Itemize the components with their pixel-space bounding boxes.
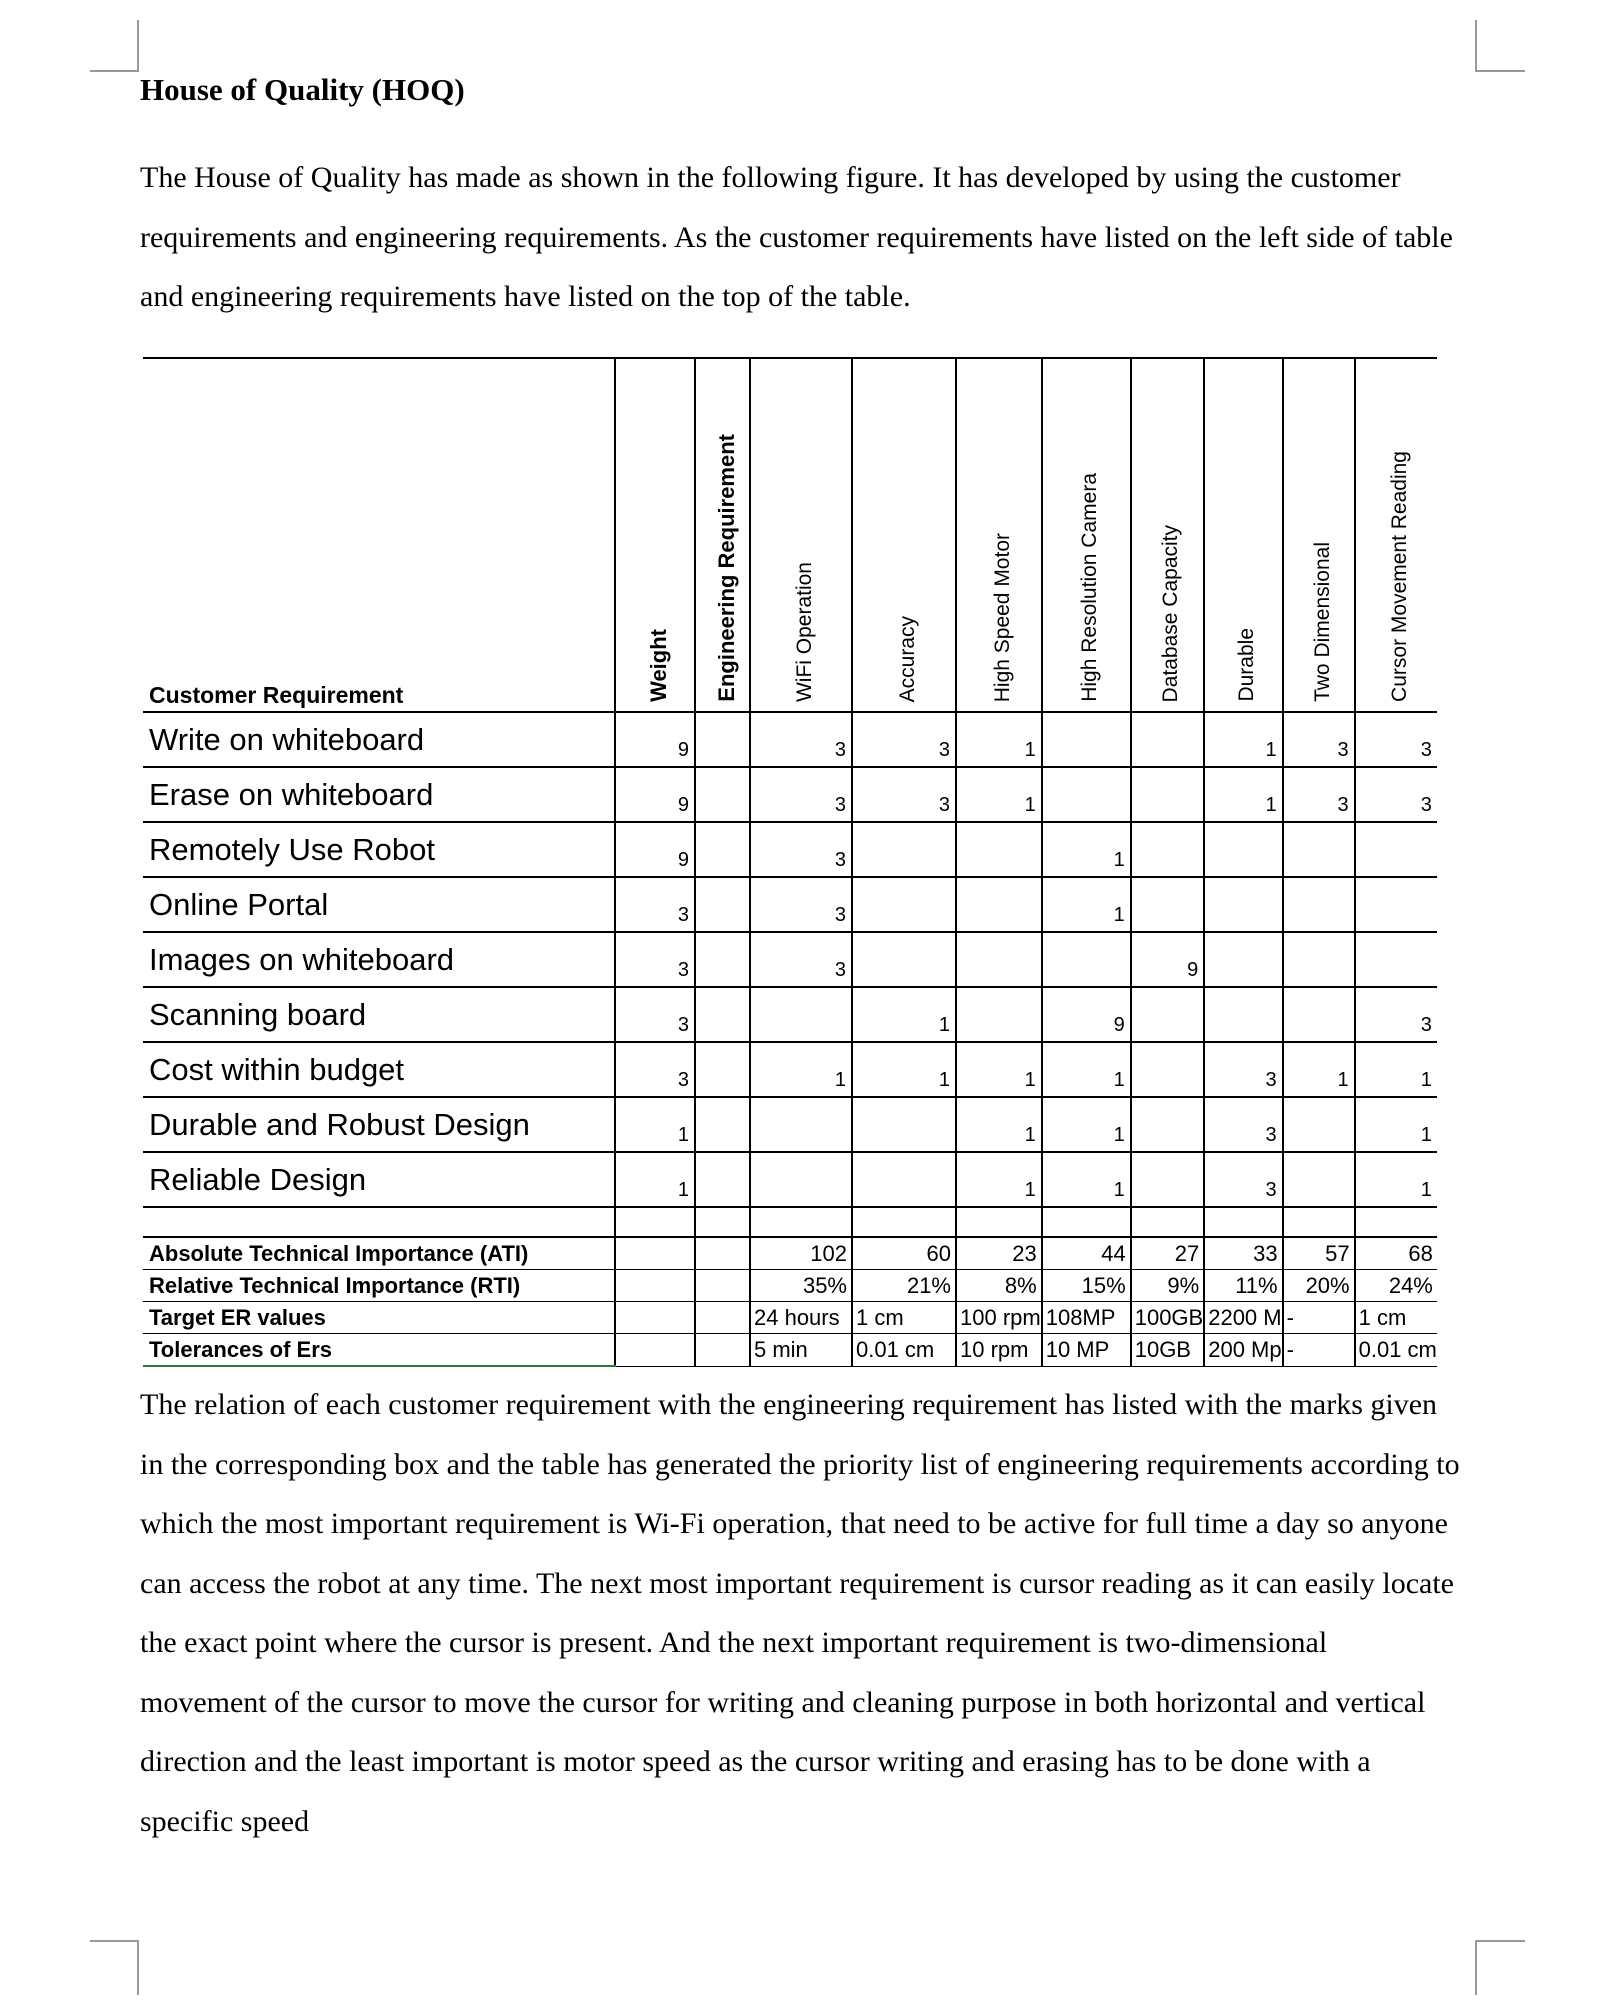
relation-cell: [1042, 712, 1131, 767]
summary-value-cell: 68: [1355, 1237, 1437, 1270]
relation-cell: 3: [1283, 767, 1355, 822]
table-row: [143, 1042, 1437, 1097]
summary-value-cell: 21%: [852, 1270, 956, 1302]
summary-value-cell: 2200 M: [1204, 1302, 1282, 1334]
relation-cell: 3: [852, 767, 956, 822]
relation-cell: 1: [852, 1042, 956, 1097]
customer-requirement-cell: Erase on whiteboard: [143, 767, 615, 822]
weight-cell: 9: [615, 712, 695, 767]
weight-cell: 9: [615, 767, 695, 822]
relation-cell: 3: [1204, 1152, 1282, 1207]
er-column-header: [750, 358, 852, 712]
relation-cell: [1131, 767, 1205, 822]
crop-mark-top-right: [1475, 20, 1477, 70]
engineering-requirement-cell: [695, 932, 750, 987]
summary-value-cell: 44: [1042, 1237, 1131, 1270]
summary-value-cell: 8%: [956, 1270, 1042, 1302]
relation-cell: 1: [1355, 1042, 1437, 1097]
page-heading: House of Quality (HOQ): [140, 72, 465, 107]
summary-value-cell: 24 hours: [750, 1302, 852, 1334]
relation-cell: 1: [956, 767, 1042, 822]
table-row: [143, 822, 1437, 877]
table-row: [143, 767, 1437, 822]
customer-requirement-cell: Reliable Design: [143, 1152, 615, 1207]
engineering-requirement-cell: [695, 1097, 750, 1152]
relation-cell: 3: [1355, 712, 1437, 767]
summary-label: Target ER values: [143, 1302, 615, 1334]
er-column-header: [1131, 358, 1205, 712]
weight-cell: 9: [615, 822, 695, 877]
engineering-requirement-cell: [695, 767, 750, 822]
relation-cell: [1283, 932, 1355, 987]
summary-er-cell: [695, 1334, 750, 1367]
er-column-header: [1204, 358, 1282, 712]
summary-er-cell: [695, 1237, 750, 1270]
summary-value-cell: 10 MP: [1042, 1334, 1131, 1367]
relation-cell: 1: [1355, 1097, 1437, 1152]
relation-cell: [1131, 822, 1205, 877]
summary-value-cell: 0.01 cm: [852, 1334, 956, 1367]
relation-cell: 1: [1283, 1042, 1355, 1097]
house-of-quality-table: [143, 357, 1437, 1367]
spacer-cell: [956, 1207, 1042, 1237]
crop-mark-bottom-right: [1475, 1940, 1477, 1995]
summary-label: Absolute Technical Importance (ATI): [143, 1237, 615, 1270]
relation-cell: 3: [1204, 1042, 1282, 1097]
relation-cell: [852, 822, 956, 877]
relation-cell: 1: [1204, 767, 1282, 822]
weight-cell: 3: [615, 987, 695, 1042]
relation-cell: [852, 877, 956, 932]
summary-weight-cell: [615, 1270, 695, 1302]
summary-value-cell: 10 rpm: [956, 1334, 1042, 1367]
summary-value-cell: 200 Mp: [1204, 1334, 1282, 1367]
table-row: [143, 877, 1437, 932]
engineering-requirement-cell: [695, 822, 750, 877]
relation-cell: [1355, 822, 1437, 877]
summary-row: [143, 1237, 1437, 1270]
customer-requirement-cell: Write on whiteboard: [143, 712, 615, 767]
spacer-cell: [852, 1207, 956, 1237]
analysis-paragraph: The relation of each customer requirement with the engineering requirement has listed with the marks given in the corresponding box and the table has generated the priority list of engineering requirements according to which the most important requirement is Wi-Fi operation, that need to be active for full time a day so anyone can access the robot at any time. The next most important requirement is cursor reading as it can easily locate the exact point where the cursor is present. And the next important requirement is two-dimensional movement of the cursor to move the cursor for writing and cleaning purpose in both horizontal and vertical direction and the least important is motor speed as the cursor writing and erasing has to be done with a specific speed: [140, 1388, 1460, 1838]
relation-cell: [1283, 1152, 1355, 1207]
table-row: [143, 1097, 1437, 1152]
relation-cell: 3: [1204, 1097, 1282, 1152]
weight-cell: 3: [615, 932, 695, 987]
er-column-header: [1042, 358, 1131, 712]
relation-cell: 1: [1042, 1152, 1131, 1207]
relation-cell: [1283, 1097, 1355, 1152]
relation-cell: [1131, 1152, 1205, 1207]
relation-cell: 3: [1355, 767, 1437, 822]
crop-mark-top-right: [1475, 70, 1525, 72]
table-spacer-row: [143, 1207, 1437, 1237]
summary-label: Tolerances of Ers: [143, 1334, 615, 1367]
weight-cell: 1: [615, 1152, 695, 1207]
summary-value-cell: 5 min: [750, 1334, 852, 1367]
summary-value-cell: 35%: [750, 1270, 852, 1302]
crop-mark-bottom-left: [90, 1940, 139, 1942]
summary-value-cell: -: [1283, 1334, 1355, 1367]
engineering-requirement-cell: [695, 877, 750, 932]
spacer-cell: [695, 1207, 750, 1237]
relation-cell: 1: [1042, 877, 1131, 932]
relation-cell: 1: [956, 1042, 1042, 1097]
relation-cell: [1283, 987, 1355, 1042]
er-column-label: High Speed Motor: [990, 532, 1014, 702]
customer-requirement-cell: Online Portal: [143, 877, 615, 932]
summary-row: [143, 1334, 1437, 1367]
engineering-requirement-cell: [695, 1152, 750, 1207]
summary-value-cell: 0.01 cm: [1355, 1334, 1437, 1367]
er-column-label: Two Dimensional: [1310, 542, 1334, 702]
summary-value-cell: 27: [1131, 1237, 1205, 1270]
summary-value-cell: 1 cm: [852, 1302, 956, 1334]
er-column-header: [956, 358, 1042, 712]
spacer-cell: [1283, 1207, 1355, 1237]
relation-cell: [1131, 712, 1205, 767]
summary-er-cell: [695, 1302, 750, 1334]
relation-cell: [1131, 1042, 1205, 1097]
summary-row: [143, 1302, 1437, 1334]
weight-header-label: Weight: [646, 629, 671, 702]
summary-value-cell: 11%: [1204, 1270, 1282, 1302]
relation-cell: [852, 1097, 956, 1152]
relation-cell: [750, 1152, 852, 1207]
summary-value-cell: 23: [956, 1237, 1042, 1270]
er-column-label: Cursor Movement Reading: [1388, 451, 1412, 702]
relation-cell: [1131, 987, 1205, 1042]
relation-cell: 3: [1355, 987, 1437, 1042]
summary-label: Relative Technical Importance (RTI): [143, 1270, 615, 1302]
er-column-header: [852, 358, 956, 712]
customer-requirement-cell: Remotely Use Robot: [143, 822, 615, 877]
relation-cell: 3: [750, 822, 852, 877]
relation-cell: 1: [750, 1042, 852, 1097]
spacer-cell: [615, 1207, 695, 1237]
relation-cell: [1355, 932, 1437, 987]
relation-cell: [1131, 1097, 1205, 1152]
customer-requirement-cell: Durable and Robust Design: [143, 1097, 615, 1152]
relation-cell: 3: [750, 932, 852, 987]
weight-cell: 3: [615, 877, 695, 932]
relation-cell: 3: [750, 767, 852, 822]
relation-cell: [1204, 822, 1282, 877]
summary-value-cell: 57: [1283, 1237, 1355, 1270]
spacer-cell: [1042, 1207, 1131, 1237]
relation-cell: [1204, 932, 1282, 987]
relation-cell: 3: [750, 712, 852, 767]
customer-requirement-cell: Cost within budget: [143, 1042, 615, 1097]
relation-cell: [852, 1152, 956, 1207]
summary-value-cell: 60: [852, 1237, 956, 1270]
relation-cell: 1: [1355, 1152, 1437, 1207]
summary-value-cell: 1 cm: [1355, 1302, 1437, 1334]
crop-mark-top-left: [90, 70, 139, 72]
relation-cell: 3: [1283, 712, 1355, 767]
table-row: [143, 1152, 1437, 1207]
summary-value-cell: 100 rpm: [956, 1302, 1042, 1334]
summary-er-cell: [695, 1270, 750, 1302]
summary-value-cell: 100GB: [1131, 1302, 1205, 1334]
relation-cell: 3: [750, 877, 852, 932]
customer-requirement-cell: Images on whiteboard: [143, 932, 615, 987]
er-column-header: [1283, 358, 1355, 712]
summary-value-cell: 15%: [1042, 1270, 1131, 1302]
relation-cell: [956, 987, 1042, 1042]
crop-mark-top-left: [137, 20, 139, 70]
relation-cell: [956, 932, 1042, 987]
crop-mark-bottom-right: [1475, 1940, 1525, 1942]
summary-value-cell: 102: [750, 1237, 852, 1270]
relation-cell: [1042, 932, 1131, 987]
weight-cell: 3: [615, 1042, 695, 1097]
relation-cell: [956, 822, 1042, 877]
table-header-row: [143, 358, 1437, 712]
spacer-cell: [1204, 1207, 1282, 1237]
relation-cell: [1355, 877, 1437, 932]
relation-cell: [750, 1097, 852, 1152]
relation-cell: 1: [956, 712, 1042, 767]
spacer-cell: [1355, 1207, 1437, 1237]
relation-cell: [1204, 877, 1282, 932]
relation-cell: 9: [1042, 987, 1131, 1042]
relation-cell: 1: [852, 987, 956, 1042]
summary-value-cell: 108MP: [1042, 1302, 1131, 1334]
relation-cell: 1: [1042, 1042, 1131, 1097]
customer-requirement-header: Customer Requirement: [143, 358, 615, 712]
relation-cell: [1204, 987, 1282, 1042]
engineering-requirement-label: Engineering Requirement: [713, 434, 739, 702]
weight-cell: 1: [615, 1097, 695, 1152]
summary-weight-cell: [615, 1302, 695, 1334]
customer-requirement-cell: Scanning board: [143, 987, 615, 1042]
spacer-cell: [143, 1207, 615, 1237]
relation-cell: 3: [852, 712, 956, 767]
summary-row: [143, 1270, 1437, 1302]
relation-cell: 1: [1042, 822, 1131, 877]
table-row: [143, 932, 1437, 987]
relation-cell: [1042, 767, 1131, 822]
engineering-requirement-header: [695, 358, 750, 712]
er-column-label: Database Capacity: [1159, 524, 1183, 702]
er-column-label: High Resolution Camera: [1078, 473, 1102, 702]
relation-cell: [852, 932, 956, 987]
relation-cell: [1131, 877, 1205, 932]
relation-cell: 1: [956, 1097, 1042, 1152]
relation-cell: 1: [1042, 1097, 1131, 1152]
summary-value-cell: 20%: [1283, 1270, 1355, 1302]
engineering-requirement-cell: [695, 712, 750, 767]
weight-header: [615, 358, 695, 712]
spacer-cell: [1131, 1207, 1205, 1237]
relation-cell: 1: [956, 1152, 1042, 1207]
summary-value-cell: -: [1283, 1302, 1355, 1334]
summary-value-cell: 10GB: [1131, 1334, 1205, 1367]
table-row: [143, 987, 1437, 1042]
summary-value-cell: 24%: [1355, 1270, 1437, 1302]
crop-mark-bottom-left: [137, 1940, 139, 1995]
summary-weight-cell: [615, 1237, 695, 1270]
er-column-header: [1355, 358, 1437, 712]
engineering-requirement-cell: [695, 987, 750, 1042]
summary-value-cell: 9%: [1131, 1270, 1205, 1302]
er-column-label: Durable: [1235, 628, 1259, 702]
er-column-label: Accuracy: [896, 615, 919, 702]
er-column-label: WiFi Operation: [793, 561, 816, 702]
relation-cell: [1283, 822, 1355, 877]
relation-cell: [1283, 877, 1355, 932]
relation-cell: [750, 987, 852, 1042]
relation-cell: 1: [1204, 712, 1282, 767]
intro-paragraph: The House of Quality has made as shown in the following figure. It has developed by using the customer requirements and engineering requirements. As the customer requirements have listed on the left side of table and engineering requirements have listed on the top of the table.: [140, 161, 1453, 313]
relation-cell: [956, 877, 1042, 932]
engineering-requirement-cell: [695, 1042, 750, 1097]
relation-cell: 9: [1131, 932, 1205, 987]
table-row: [143, 712, 1437, 767]
spacer-cell: [750, 1207, 852, 1237]
summary-weight-cell: [615, 1334, 695, 1367]
summary-value-cell: 33: [1204, 1237, 1282, 1270]
